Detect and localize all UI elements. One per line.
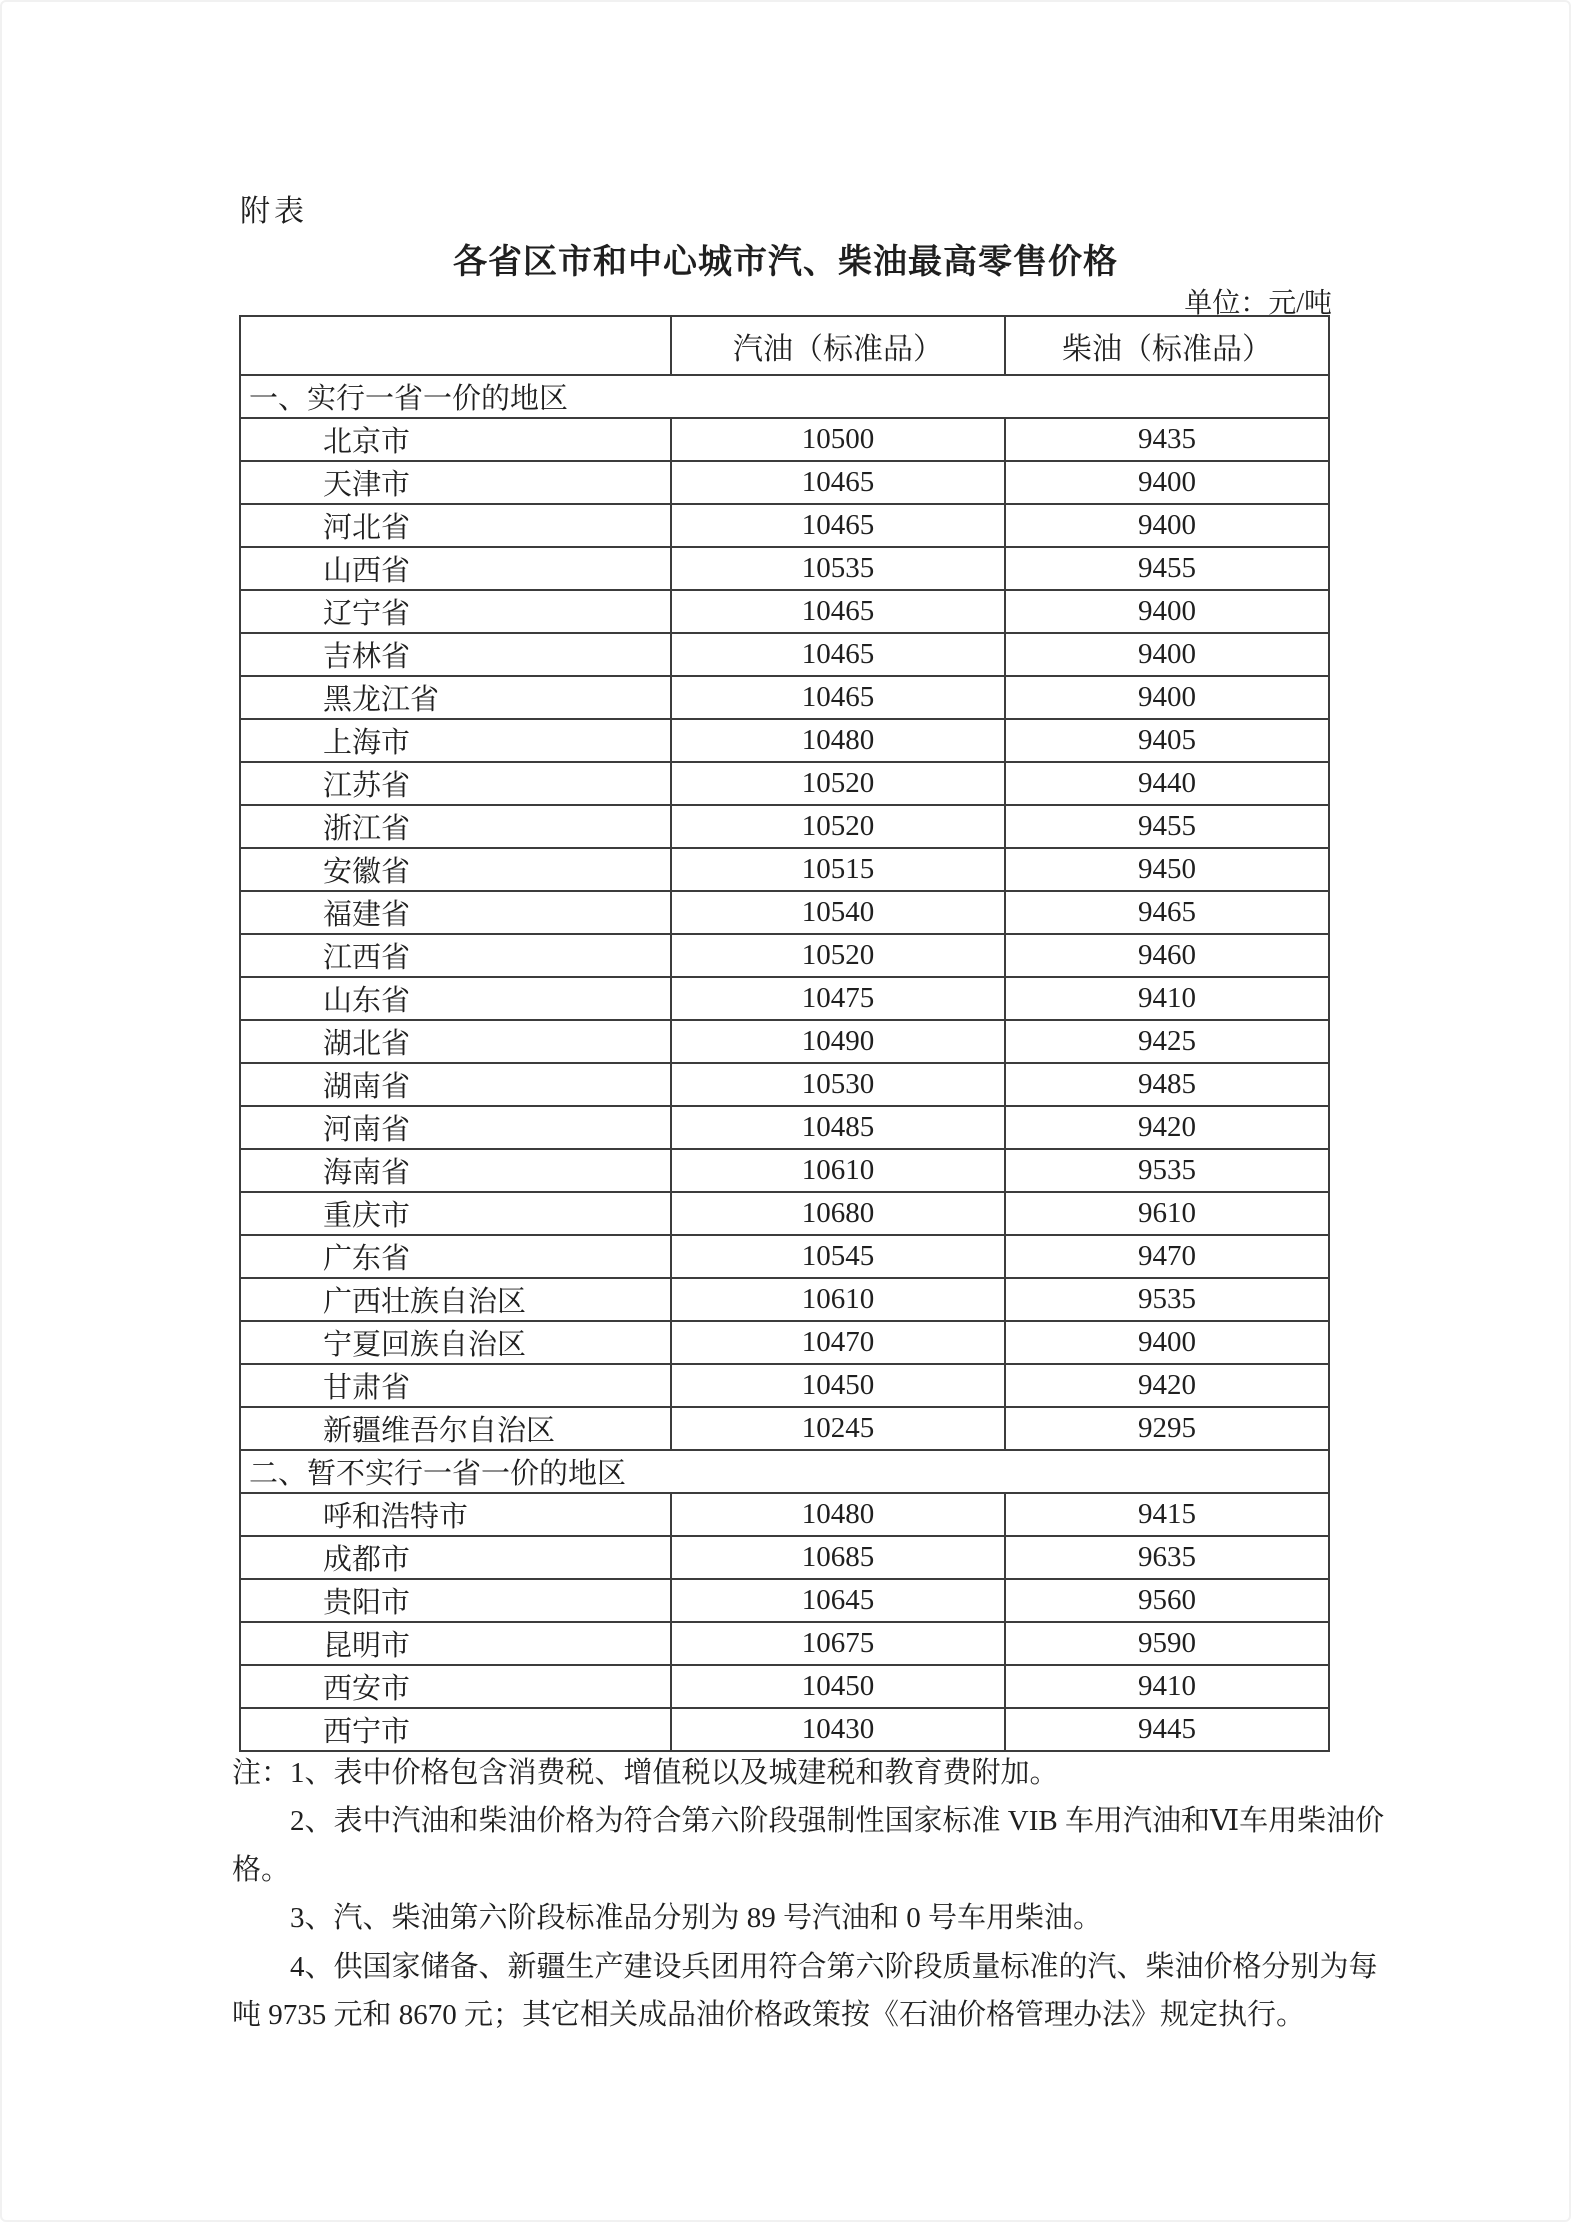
region-name: 山西省 — [240, 547, 671, 590]
footnote-line: 3、汽、柴油第六阶段标准品分别为 89 号汽油和 0 号车用柴油。 — [290, 1902, 1103, 1935]
section-header: 二、暂不实行一省一价的地区 — [240, 1450, 1329, 1493]
region-name: 西宁市 — [240, 1708, 671, 1751]
diesel-price: 9610 — [1005, 1192, 1329, 1235]
gasoline-price: 10485 — [671, 1106, 1005, 1149]
gasoline-price: 10475 — [671, 977, 1005, 1020]
table-row — [240, 1665, 1329, 1708]
diesel-price: 9425 — [1005, 1020, 1329, 1063]
table-row — [240, 805, 1329, 848]
diesel-price: 9460 — [1005, 934, 1329, 977]
diesel-price: 9590 — [1005, 1622, 1329, 1665]
gasoline-price: 10465 — [671, 461, 1005, 504]
gasoline-price: 10520 — [671, 805, 1005, 848]
table-row — [240, 633, 1329, 676]
diesel-price: 9295 — [1005, 1407, 1329, 1450]
region-name: 浙江省 — [240, 805, 671, 848]
price-table-body — [240, 316, 1329, 1751]
diesel-price: 9535 — [1005, 1278, 1329, 1321]
region-name: 广东省 — [240, 1235, 671, 1278]
section-header-row — [240, 375, 1329, 418]
region-name: 湖北省 — [240, 1020, 671, 1063]
diesel-price: 9455 — [1005, 547, 1329, 590]
gasoline-price: 10530 — [671, 1063, 1005, 1106]
diesel-price: 9440 — [1005, 762, 1329, 805]
diesel-price: 9400 — [1005, 676, 1329, 719]
diesel-price: 9400 — [1005, 590, 1329, 633]
region-name: 黑龙江省 — [240, 676, 671, 719]
table-row — [240, 1708, 1329, 1751]
region-name: 新疆维吾尔自治区 — [240, 1407, 671, 1450]
gasoline-price: 10680 — [671, 1192, 1005, 1235]
region-name: 甘肃省 — [240, 1364, 671, 1407]
page-title: 各省区市和中心城市汽、柴油最高零售价格 — [453, 243, 1118, 281]
region-name: 成都市 — [240, 1536, 671, 1579]
gasoline-price: 10450 — [671, 1364, 1005, 1407]
diesel-price: 9535 — [1005, 1149, 1329, 1192]
gasoline-price: 10610 — [671, 1149, 1005, 1192]
diesel-price: 9400 — [1005, 461, 1329, 504]
region-name: 昆明市 — [240, 1622, 671, 1665]
region-name: 吉林省 — [240, 633, 671, 676]
table-row — [240, 1106, 1329, 1149]
gasoline-price: 10610 — [671, 1278, 1005, 1321]
table-row — [240, 1493, 1329, 1536]
gasoline-price: 10245 — [671, 1407, 1005, 1450]
table-row — [240, 891, 1329, 934]
table-row — [240, 1407, 1329, 1450]
table-row — [240, 461, 1329, 504]
diesel-price: 9400 — [1005, 504, 1329, 547]
footnotes — [232, 1749, 1422, 2039]
table-row — [240, 1063, 1329, 1106]
gasoline-price: 10465 — [671, 590, 1005, 633]
table-row — [240, 848, 1329, 891]
diesel-price: 9455 — [1005, 805, 1329, 848]
region-name: 宁夏回族自治区 — [240, 1321, 671, 1364]
region-name: 山东省 — [240, 977, 671, 1020]
table-row — [240, 1364, 1329, 1407]
table-row — [240, 1622, 1329, 1665]
region-name: 贵阳市 — [240, 1579, 671, 1622]
gasoline-price: 10470 — [671, 1321, 1005, 1364]
table-header-row — [240, 316, 1329, 375]
region-name: 上海市 — [240, 719, 671, 762]
region-name: 河南省 — [240, 1106, 671, 1149]
footnote-line: 格。 — [232, 1853, 291, 1886]
diesel-price: 9400 — [1005, 1321, 1329, 1364]
region-name: 江苏省 — [240, 762, 671, 805]
gasoline-price: 10465 — [671, 504, 1005, 547]
gasoline-price: 10685 — [671, 1536, 1005, 1579]
region-name: 安徽省 — [240, 848, 671, 891]
region-name: 湖南省 — [240, 1063, 671, 1106]
price-table — [239, 315, 1330, 1752]
table-row — [240, 762, 1329, 805]
region-name: 重庆市 — [240, 1192, 671, 1235]
region-name: 江西省 — [240, 934, 671, 977]
table-row — [240, 977, 1329, 1020]
footnote-line: 2、表中汽油和柴油价格为符合第六阶段强制性国家标准 VIB 车用汽油和Ⅵ车用柴油价 — [290, 1805, 1385, 1838]
table-row — [240, 418, 1329, 461]
gasoline-price: 10465 — [671, 633, 1005, 676]
table-row — [240, 1192, 1329, 1235]
region-name: 天津市 — [240, 461, 671, 504]
table-row — [240, 504, 1329, 547]
header-cell-diesel: 柴油（标准品） — [1005, 316, 1329, 375]
region-name: 北京市 — [240, 418, 671, 461]
table-row — [240, 719, 1329, 762]
gasoline-price: 10515 — [671, 848, 1005, 891]
footnote-line: 注：1、表中价格包含消费税、增值税以及城建税和教育费附加。 — [232, 1757, 1059, 1789]
diesel-price: 9485 — [1005, 1063, 1329, 1106]
diesel-price: 9635 — [1005, 1536, 1329, 1579]
gasoline-price: 10490 — [671, 1020, 1005, 1063]
diesel-price: 9435 — [1005, 418, 1329, 461]
gasoline-price: 10500 — [671, 418, 1005, 461]
diesel-price: 9560 — [1005, 1579, 1329, 1622]
header-cell-region — [240, 316, 671, 375]
table-row — [240, 1020, 1329, 1063]
attachment-label: 附表 — [240, 195, 308, 228]
table-row — [240, 1235, 1329, 1278]
gasoline-price: 10645 — [671, 1579, 1005, 1622]
table-row — [240, 547, 1329, 590]
region-name: 河北省 — [240, 504, 671, 547]
table-row — [240, 1321, 1329, 1364]
region-name: 呼和浩特市 — [240, 1493, 671, 1536]
table-row — [240, 590, 1329, 633]
footnote-line: 吨 9735 元和 8670 元；其它相关成品油价格政策按《石油价格管理办法》规定执行。 — [232, 1999, 1306, 2032]
header-cell-gasoline: 汽油（标准品） — [671, 316, 1005, 375]
footnote-line: 4、供国家储备、新疆生产建设兵团用符合第六阶段质量标准的汽、柴油价格分别为每 — [290, 1950, 1378, 1983]
table-row — [240, 1536, 1329, 1579]
gasoline-price: 10520 — [671, 934, 1005, 977]
gasoline-price: 10675 — [671, 1622, 1005, 1665]
diesel-price: 9420 — [1005, 1106, 1329, 1149]
section-header: 一、实行一省一价的地区 — [240, 375, 1329, 418]
table-row — [240, 1149, 1329, 1192]
diesel-price: 9410 — [1005, 977, 1329, 1020]
gasoline-price: 10480 — [671, 1493, 1005, 1536]
gasoline-price: 10545 — [671, 1235, 1005, 1278]
diesel-price: 9450 — [1005, 848, 1329, 891]
diesel-price: 9400 — [1005, 633, 1329, 676]
region-name: 福建省 — [240, 891, 671, 934]
gasoline-price: 10535 — [671, 547, 1005, 590]
region-name: 辽宁省 — [240, 590, 671, 633]
diesel-price: 9470 — [1005, 1235, 1329, 1278]
region-name: 广西壮族自治区 — [240, 1278, 671, 1321]
section-header-row — [240, 1450, 1329, 1493]
table-row — [240, 676, 1329, 719]
diesel-price: 9445 — [1005, 1708, 1329, 1751]
gasoline-price: 10450 — [671, 1665, 1005, 1708]
gasoline-price: 10480 — [671, 719, 1005, 762]
diesel-price: 9410 — [1005, 1665, 1329, 1708]
diesel-price: 9420 — [1005, 1364, 1329, 1407]
gasoline-price: 10520 — [671, 762, 1005, 805]
table-row — [240, 934, 1329, 977]
unit-note: 单位：元/吨 — [1184, 288, 1332, 319]
gasoline-price: 10465 — [671, 676, 1005, 719]
region-name: 西安市 — [240, 1665, 671, 1708]
diesel-price: 9415 — [1005, 1493, 1329, 1536]
gasoline-price: 10540 — [671, 891, 1005, 934]
table-row — [240, 1278, 1329, 1321]
gasoline-price: 10430 — [671, 1708, 1005, 1751]
region-name: 海南省 — [240, 1149, 671, 1192]
diesel-price: 9465 — [1005, 891, 1329, 934]
table-row — [240, 1579, 1329, 1622]
diesel-price: 9405 — [1005, 719, 1329, 762]
